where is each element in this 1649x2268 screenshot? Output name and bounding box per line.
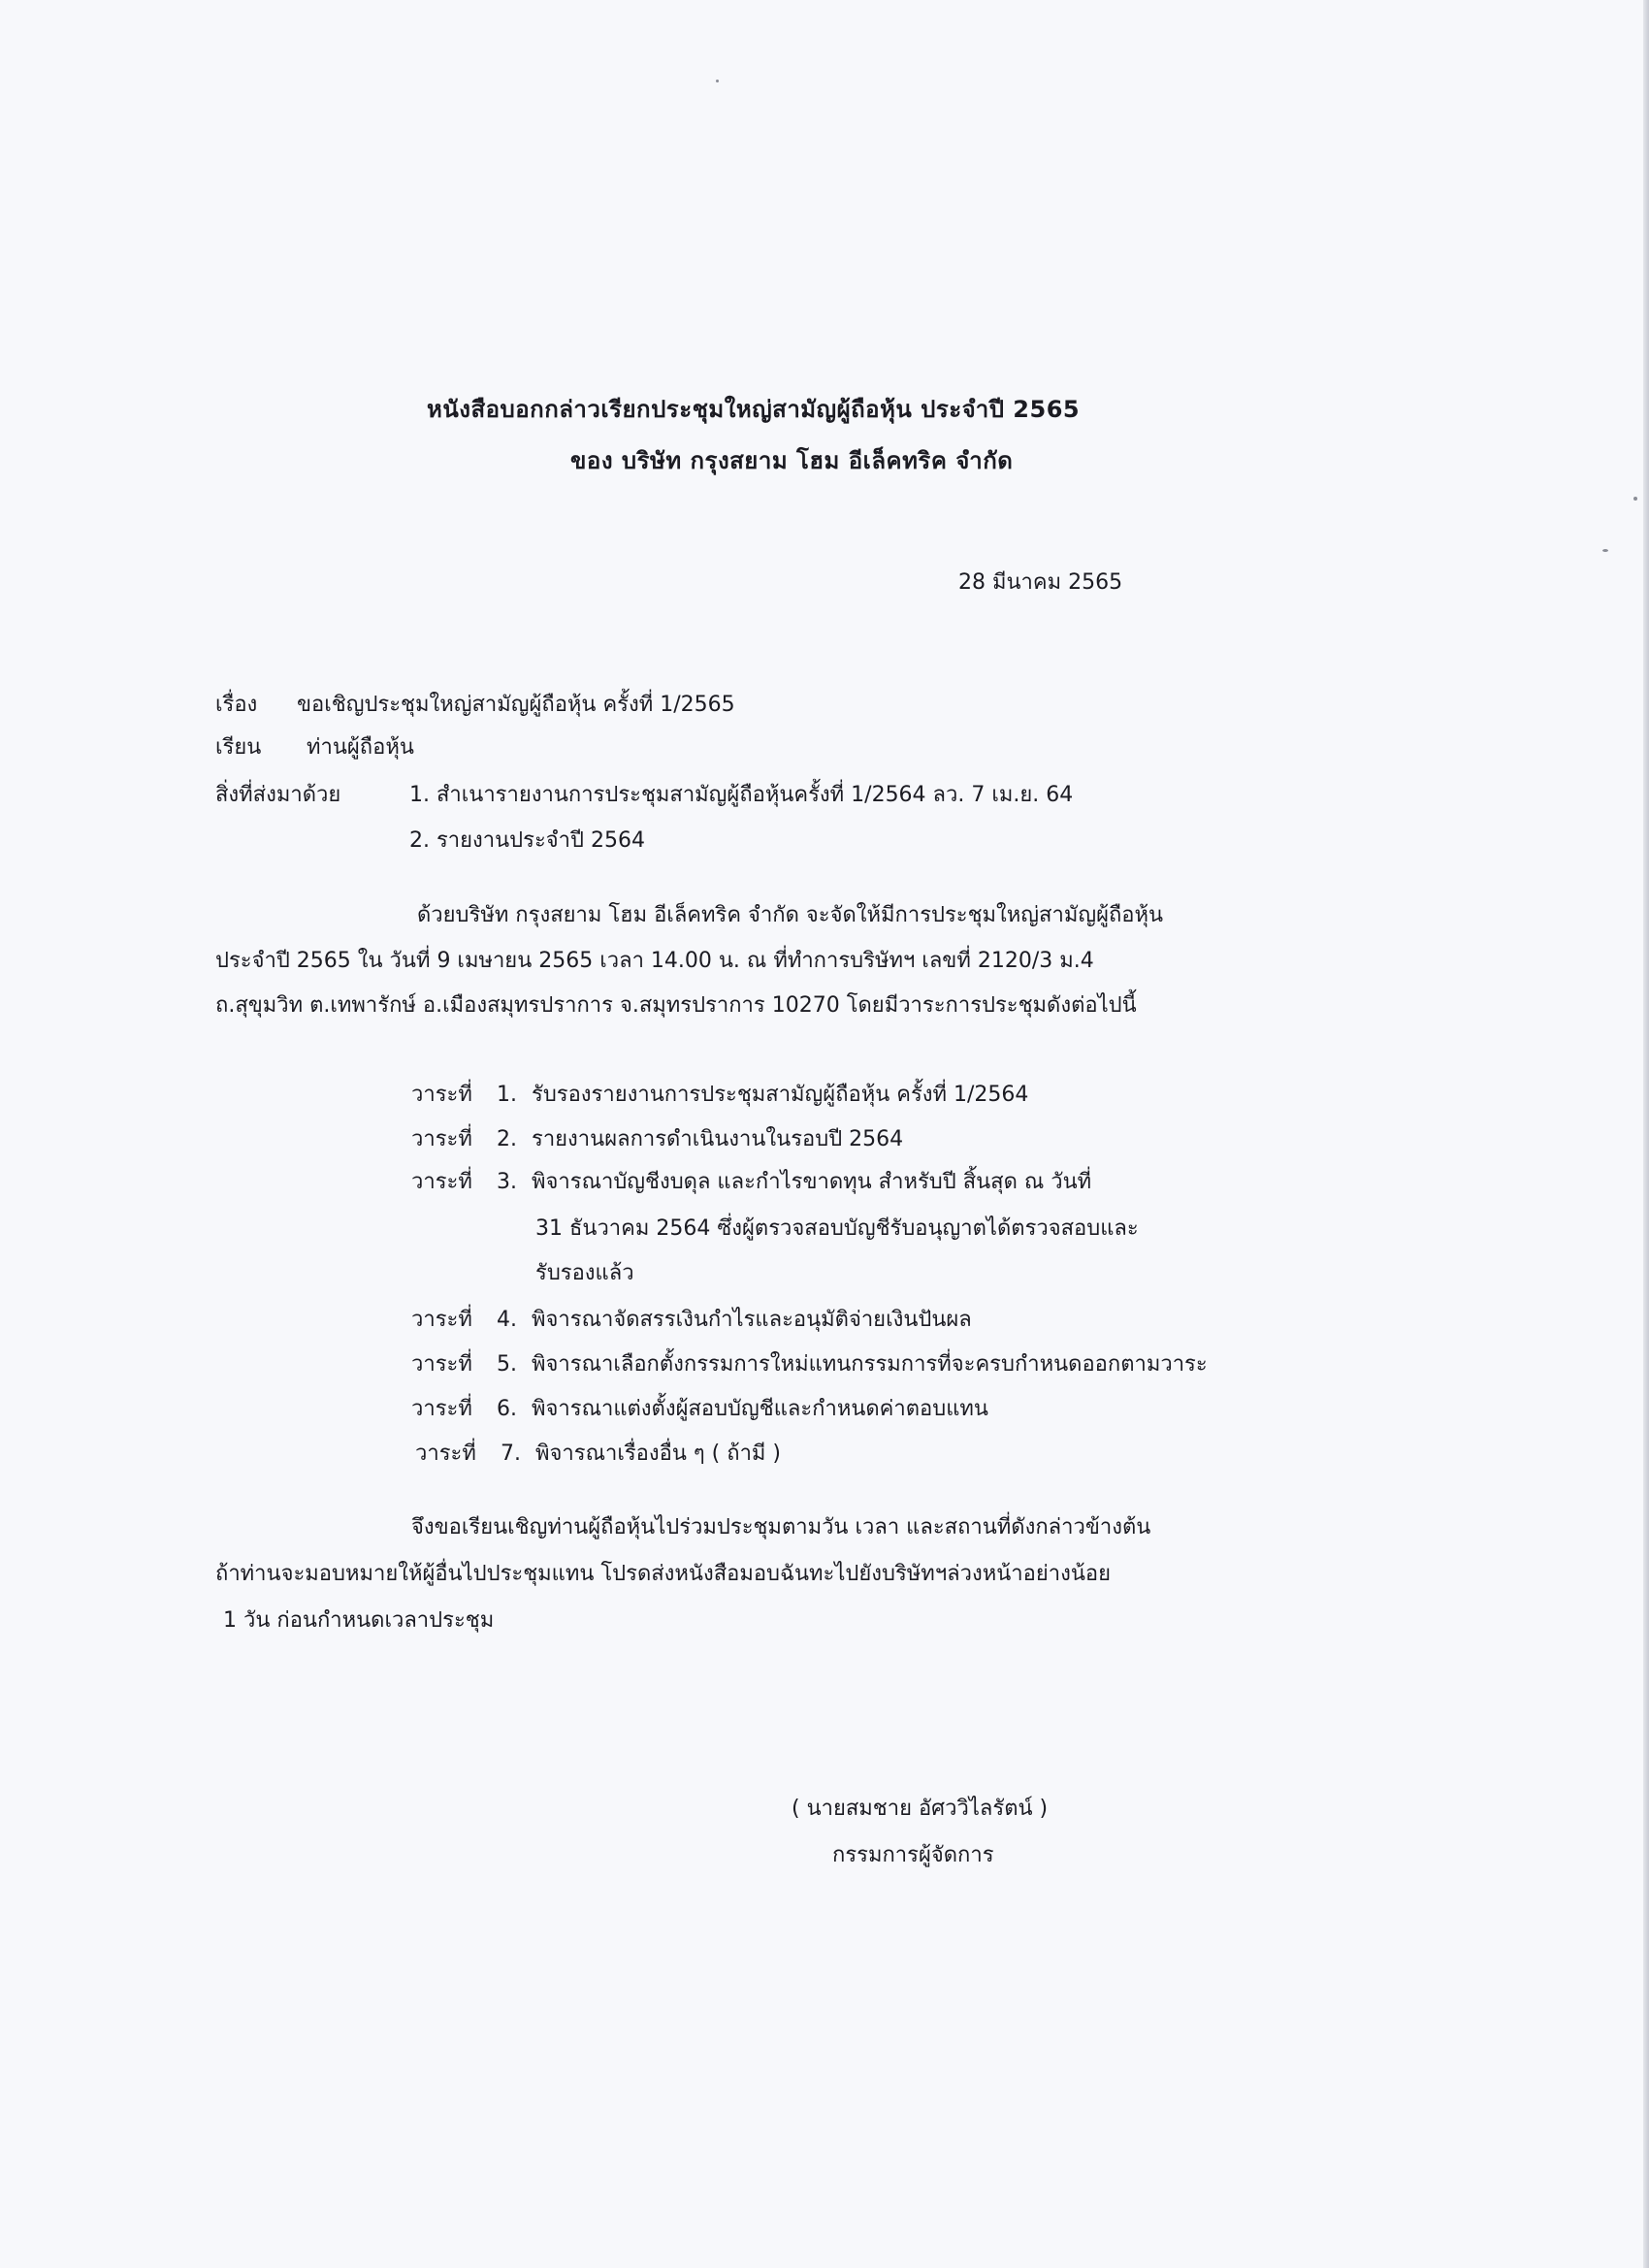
scan-speck xyxy=(716,80,719,82)
agenda-text: พิจารณาบัญชีงบดุล และกำไรขาดทุน สำหรับปี สิ้นสุด ณ วันที่ xyxy=(532,1170,1092,1194)
body-line: ถ.สุขุมวิท ต.เทพารักษ์ อ.เมืองสมุทรปราการ จ.สมุทรปราการ 10270 โดยมีวาระการประชุมดังต่อไปนี้ xyxy=(215,993,1137,1018)
body-line: ด้วยบริษัท กรุงสยาม โฮม อีเล็คทริค จำกัด จะจัดให้มีการประชุมใหญ่สามัญผู้ถือหุ้น xyxy=(417,903,1164,927)
scan-speck xyxy=(1633,497,1637,501)
subject-label: เรื่อง xyxy=(215,693,258,717)
agenda-number: 7. xyxy=(501,1442,521,1466)
agenda-text: พิจารณาแต่งตั้งผู้สอบบัญชีและกำหนดค่าตอบแทน xyxy=(532,1397,988,1421)
agenda-text: รายงานผลการดำเนินงานในรอบปี 2564 xyxy=(532,1127,904,1151)
agenda-item xyxy=(411,1391,988,1425)
document-date: 28 มีนาคม 2565 xyxy=(958,570,1123,595)
document-title-line2: ของ บริษัท กรุงสยาม โฮม อีเล็คทริค จำกัด xyxy=(570,447,1014,474)
recipient-text: ท่านผู้ถือหุ้น xyxy=(307,735,414,760)
agenda-item-continuation: รับรองแล้ว xyxy=(535,1261,634,1285)
agenda-label: วาระที่ xyxy=(411,1127,472,1151)
agenda-item xyxy=(411,1302,972,1336)
agenda-number: 5. xyxy=(497,1352,517,1377)
agenda-label: วาระที่ xyxy=(411,1083,472,1107)
agenda-label: วาระที่ xyxy=(415,1442,476,1466)
signatory-position: กรรมการผู้จัดการ xyxy=(832,1843,994,1867)
agenda-label: วาระที่ xyxy=(411,1352,472,1377)
agenda-text: รับรองรายงานการประชุมสามัญผู้ถือหุ้น ครั้งที่ 1/2564 xyxy=(532,1083,1029,1107)
agenda-number: 1. xyxy=(497,1083,517,1107)
agenda-label: วาระที่ xyxy=(411,1308,472,1332)
enclosures-label: สิ่งที่ส่งมาด้วย xyxy=(215,783,341,807)
agenda-text: พิจารณาจัดสรรเงินกำไรและอนุมัติจ่ายเงินปันผล xyxy=(532,1308,972,1332)
agenda-item xyxy=(415,1436,781,1470)
agenda-number: 6. xyxy=(497,1397,517,1421)
closing-line: 1 วัน ก่อนกำหนดเวลาประชุม xyxy=(223,1608,495,1633)
scan-edge xyxy=(1643,0,1649,2268)
agenda-item xyxy=(411,1164,1091,1198)
agenda-item xyxy=(411,1077,1028,1111)
agenda-label: วาระที่ xyxy=(411,1170,472,1194)
enclosure-item: 1. สำเนารายงานการประชุมสามัญผู้ถือหุ้นครั้งที่ 1/2564 ลว. 7 เม.ย. 64 xyxy=(409,783,1074,807)
agenda-number: 3. xyxy=(497,1170,517,1194)
recipient-label: เรียน xyxy=(215,735,262,760)
agenda-text: พิจารณาเรื่องอื่น ๆ ( ถ้ามี ) xyxy=(535,1442,781,1466)
agenda-label: วาระที่ xyxy=(411,1397,472,1421)
closing-line: จึงขอเรียนเชิญท่านผู้ถือหุ้นไปร่วมประชุมตามวัน เวลา และสถานที่ดังกล่าวข้างต้น xyxy=(411,1515,1151,1539)
body-line: ประจำปี 2565 ใน วันที่ 9 เมษายน 2565 เวลา 14.00 น. ณ ที่ทำการบริษัทฯ เลขที่ 2120/3 ม.4 xyxy=(215,949,1094,973)
document-title-line1: หนังสือบอกกล่าวเรียกประชุมใหญ่สามัญผู้ถือหุ้น ประจำปี 2565 xyxy=(427,396,1081,423)
enclosure-item: 2. รายงานประจำปี 2564 xyxy=(409,828,645,853)
agenda-item-continuation: 31 ธันวาคม 2564 ซึ่งผู้ตรวจสอบบัญชีรับอนุญาตได้ตรวจสอบและ xyxy=(535,1216,1139,1241)
agenda-number: 4. xyxy=(497,1308,517,1332)
agenda-number: 2. xyxy=(497,1127,517,1151)
closing-line: ถ้าท่านจะมอบหมายให้ผู้อื่นไปประชุมแทน โปรดส่งหนังสือมอบฉันทะไปยังบริษัทฯล่วงหน้าอย่างน้อย xyxy=(215,1562,1111,1586)
signatory-name: ( นายสมชาย อัศววิไลรัตน์ ) xyxy=(792,1797,1049,1821)
agenda-text: พิจารณาเลือกตั้งกรรมการใหม่แทนกรรมการที่จะครบกำหนดออกตามวาระ xyxy=(532,1352,1208,1377)
agenda-item xyxy=(411,1346,1208,1380)
agenda-item xyxy=(411,1121,903,1155)
subject-text: ขอเชิญประชุมใหญ่สามัญผู้ถือหุ้น ครั้งที่ 1/2565 xyxy=(297,693,735,717)
scan-speck xyxy=(1602,549,1608,552)
